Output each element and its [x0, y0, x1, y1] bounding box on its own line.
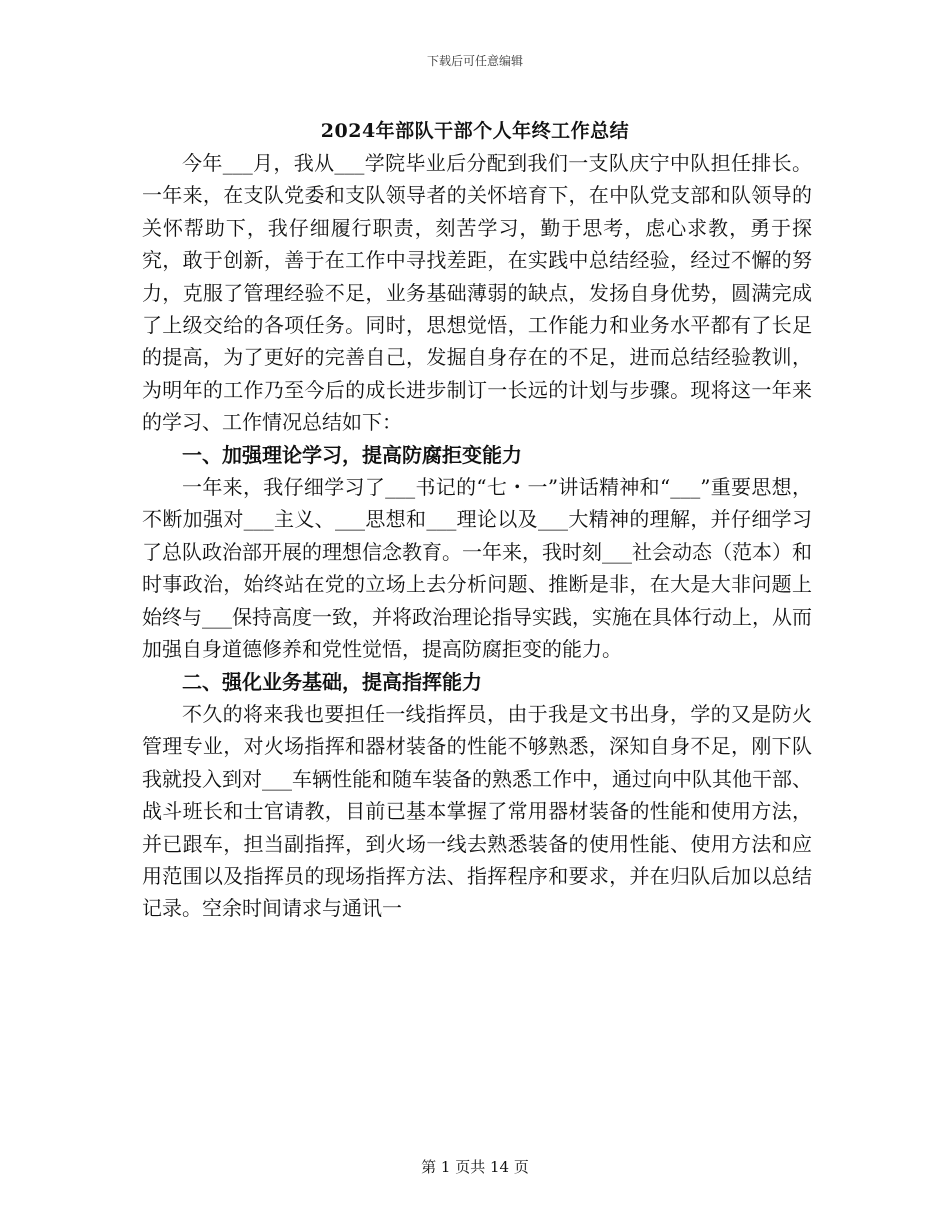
section-paragraph-1: 一年来，我仔细学习了___书记的“七・一”讲话精神和“___”重要思想，不断加强对___主义、___思想和___理论以及___大精神的理解，并仔细学习了总队政治部开展的理想信念教育。一年来，我时刻___社会动态（范本）和时事政治，始终站在党的立场上去分析问题、推断是非，在大是大非问题上始终与___保持高度一致，并将政治理论指导实践，实施在具体行动上，从而加强自身道德修养和党性觉悟，提高防腐拒变的能力。	[142, 475, 812, 662]
intro-paragraph: 今年___月，我从___学院毕业后分配到我们一支队庆宁中队担任排长。一年来，在支队党委和支队领导者的关怀培育下，在中队党支部和队领导的关怀帮助下，我仔细履行职责，刻苦学习，勤于思考，虑心求教，勇于探究，敢于创新，善于在工作中寻找差距，在实践中总结经验，经过不懈的努力，克服了管理经验不足，业务基础薄弱的缺点，发扬自身优势，圆满完成了上级交给的各项任务。同时，思想觉悟，工作能力和业务水平都有了长足的提高，为了更好的完善自己，发掘自身存在的不足，进而总结经验教训，为明年的工作乃至今后的成长进步制订一长远的计划与步骤。现将这一年来的学习、工作情况总结如下：	[142, 151, 812, 435]
section-heading-1: 一、加强理论学习，提高防腐拒变能力	[182, 442, 522, 467]
page-header-note: 下载后可任意编辑	[426, 54, 523, 68]
section-heading-2: 二、强化业务基础，提高指挥能力	[182, 669, 482, 694]
page-number: 第 1 页共 14 页	[421, 1158, 529, 1176]
section-paragraph-2: 不久的将来我也要担任一线指挥员，由于我是文书出身，学的又是防火管理专业，对火场指挥和器材装备的性能不够熟悉，深知自身不足，刚下队我就投入到对___车辆性能和随车装备的熟悉工作中，通过向中队其他干部、战斗班长和士官请教，目前已基本掌握了常用器材装备的性能和使用方法，并已跟车，担当副指挥，到火场一线去熟悉装备的使用性能、使用方法和应用范围以及指挥员的现场指挥方法、指挥程序和要求，并在归队后加以总结记录。空余时间请求与通讯一	[142, 701, 812, 921]
document-title: 2024年部队干部个人年终工作总结	[320, 120, 630, 142]
document-body	[142, 147, 812, 925]
